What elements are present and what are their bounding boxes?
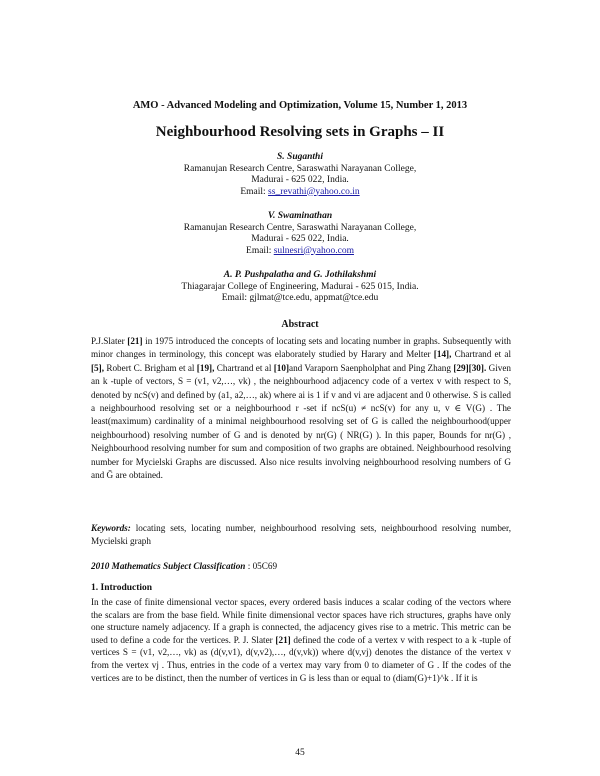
author-email-line [0, 293, 600, 305]
abstract-heading: Abstract [281, 319, 319, 330]
email-label: Email: [246, 245, 272, 256]
author-affiliation: Thiagarajar College of Engineering, Madurai - 625 015, India. [181, 281, 419, 292]
abstract-text: Chartrand et al [451, 349, 511, 360]
abstract-text: Given an k -tuple of vectors, S = (v1, v2,…, vk) , the neighbourhood adjacency code of a vertex v with respect to S, denoted by ncS(v) and defined by (a1, a2,…, ak) where ai is 1 if v and vi are adjacent and 0 otherwise. S is called a neighbourhood resolving set or a neighbourhood r -set if ncS(u) ≠ ncS(v) for any u, v ∈ V(G) . The least(maximum) cardinality of a minimal neighbourhood resolving set of G is called the neighbourhood(upper neighbourhood) resolving number of G and is denoted by nr(G) ( NR(G) ). In this paper, Bounds for nr(G) , Neighbourhood resolving number for sum and composition of two graphs are obtained. Neighbourhood resolving number for Mycielski Graphs are discussed. Also nice results involving neighbourhood resolving numbers of G and Ḡ are obtained. [91, 362, 512, 481]
abstract-text: P.J.Slater [91, 336, 128, 346]
keywords [91, 522, 511, 549]
section-heading-introduction: 1. Introduction [91, 583, 153, 593]
paper-title: Neighbourhood Resolving sets in Graphs – II [155, 124, 445, 140]
author-block-3 [0, 270, 600, 305]
author-affiliation: Ramanujan Research Centre, Saraswathi Narayanan College, [183, 163, 417, 174]
msc-code: : 05C69 [245, 561, 278, 571]
abstract-text: Robert C. Brigham et al [104, 362, 197, 373]
author-email-link[interactable]: sulnesri@yahoo.com [273, 245, 354, 256]
author-name: V. Swaminathan [267, 211, 333, 221]
author-email-text: gjlmat@tce.edu, appmat@tce.edu [249, 293, 379, 303]
msc-label: 2010 Mathematics Subject Classification [91, 561, 246, 571]
author-block-2 [0, 211, 600, 257]
author-email-link[interactable]: ss_revathi@yahoo.co.in [268, 186, 360, 197]
abstract-body [91, 335, 511, 482]
citation-ref: [5], [91, 362, 105, 373]
keywords-label: Keywords: [91, 523, 131, 533]
msc-classification [91, 560, 511, 573]
author-address: Madurai - 625 022, India. [251, 175, 349, 185]
journal-header: AMO - Advanced Modeling and Optimization, Volume 15, Number 1, 2013 [132, 100, 468, 111]
author-email-line [0, 187, 600, 199]
citation-ref: [21] [127, 336, 143, 346]
author-block-1 [0, 152, 600, 198]
abstract-text: in 1975 introduced the concepts of locating sets and locating number in graphs. Subsequently with minor changes in terminology, this concept was elaborately studied by Harary and Melter [91, 336, 511, 360]
citation-ref: [21] [275, 634, 291, 645]
keywords-text: locating sets, locating number, neighbourhood resolving sets, neighbourhood resolving number, Mycielski graph [91, 523, 511, 547]
author-email-line [0, 246, 600, 258]
author-address: Madurai - 625 022, India. [251, 234, 349, 244]
author-affiliation: Ramanujan Research Centre, Saraswathi Narayanan College, [183, 222, 417, 233]
citation-ref: [10] [273, 362, 290, 373]
email-label: Email: [240, 186, 266, 197]
author-name: S. Suganthi [277, 152, 323, 162]
intro-text: defined the code of a vertex v with respect to a k -tuple of vertices S = (v1, v2,…, vk) as (d(v,v1), d(v,v2),…, d(v,vk)) where d(v,vj) denotes the distance of the vertex v from the vertex vj . Thus, entries in the code of a vertex may vary from 0 to diameter of G . If the codes of the vertices are to be distinct, then the number of vertices in G is less than or equal to (diam(G)+1)^k . If it is [91, 634, 511, 683]
author-name: A. P. Pushpalatha and G. Jothilakshmi [223, 270, 377, 280]
abstract-text: Chartrand et al [214, 362, 274, 373]
abstract-text: and Varaporn Saenpholphat and Ping Zhang [289, 362, 454, 373]
citation-ref: [29][30]. [453, 362, 487, 373]
citation-ref: [19], [196, 362, 215, 373]
intro-text: In the case of finite dimensional vector spaces, every ordered basis induces a scalar coding of the vectors where the scalars are from the base field. While finite dimensional vector spaces have rich structures, graphs have only one structure namely adjacency. If a graph is connected, the adjacency gives rise to a metric. This metric can be used to define a code for the vertices. P. J. Slater [91, 597, 511, 645]
citation-ref: [14], [433, 349, 452, 360]
introduction-body [91, 596, 511, 684]
page-number: 45 [295, 748, 305, 758]
email-label: Email: [221, 293, 248, 303]
